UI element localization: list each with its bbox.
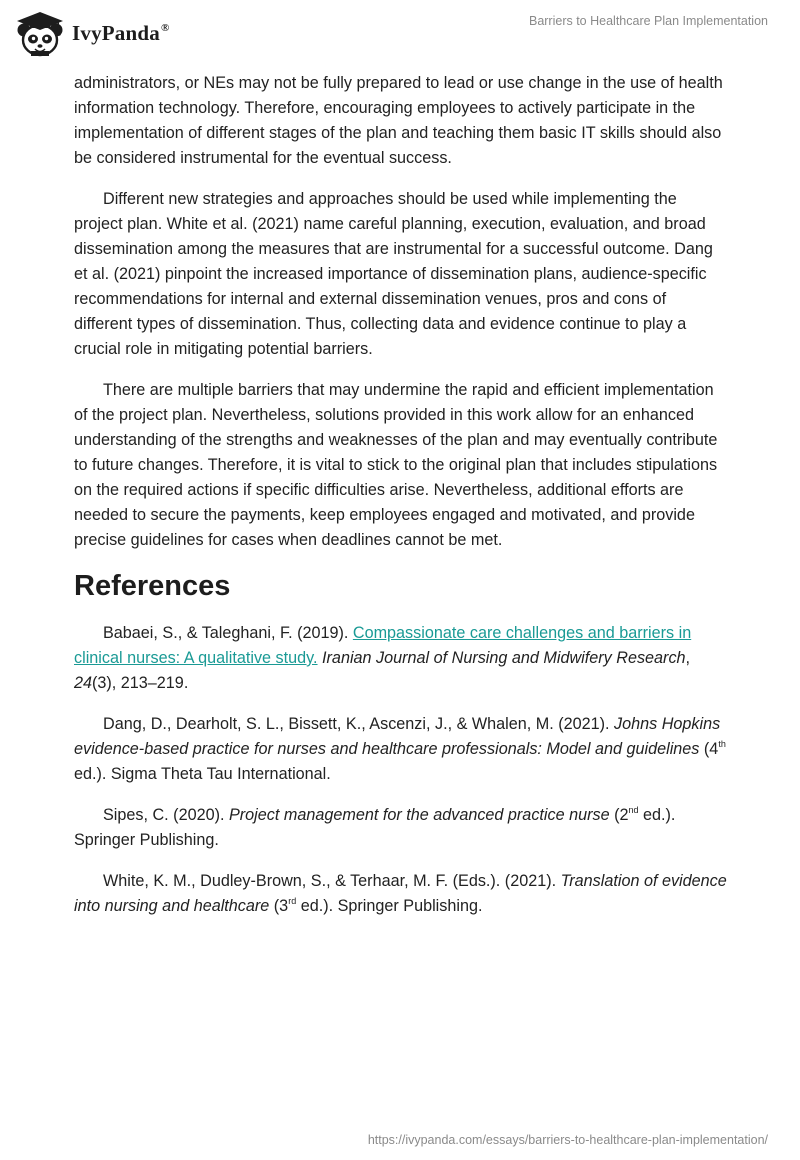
reference-babaei: Babaei, S., & Taleghani, F. (2019). Compassionate care challenges and barriers in clinical nurses: A qualitative study. Iranian Journal of Nursing and Midwifery Research, 24(3), 213–219. xyxy=(74,624,692,692)
paragraph-conclusion: There are multiple barriers that may undermine the rapid and efficient implementation of the project plan. Nevertheless, solutions provided in this work allow for an enhanced understanding of the strengths and weaknesses of the plan and may eventually contribute to future changes. Therefore, it is vital to stick to the original plan that includes stipulations on the required actions if specific difficulties arise. Nevertheless, additional efforts are needed to secure the payments, keep employees engaged and motivated, and provide precise guidelines for cases when deadlines cannot be met. xyxy=(74,381,718,549)
paragraph-continuation: administrators, or NEs may not be fully prepared to lead or use change in the use of health information technology. Therefore, encouraging employees to actively participate in the implementation of different stages of the plan and teaching them basic IT skills should also be considered instrumental for the eventual success. xyxy=(74,74,723,167)
brand-name: IvyPanda® xyxy=(72,20,170,45)
reference-white: White, K. M., Dudley-Brown, S., & Terhaar, M. F. (Eds.). (2021). Translation of evidence into nursing and healthcare (3rd ed.). Springer Publishing. xyxy=(74,872,727,915)
paragraph-strategies: Different new strategies and approaches should be used while implementing the project plan. White et al. (2021) name careful planning, execution, evaluation, and broad dissemination among the measures that are instrumental for a successful outcome. Dang et al. (2021) pinpoint the increased importance of dissemination plans, audience-specific recommendations for internal and external dissemination venues, pros and cons of different types of dissemination. Thus, collecting data and evidence continue to play a crucial role in mitigating potential barriers. xyxy=(74,190,713,358)
reference-babaei-link[interactable]: Compassionate care challenges and barriers in clinical nurses: A qualitative study. xyxy=(74,624,692,667)
footer-url: https://ivypanda.com/essays/barriers-to-healthcare-plan-implementation/ xyxy=(367,1133,768,1147)
document-title: Barriers to Healthcare Plan Implementation xyxy=(528,14,768,28)
reference-sipes: Sipes, C. (2020). Project management for the advanced practice nurse (2nd ed.). Springer Publishing. xyxy=(74,805,676,849)
page-header xyxy=(0,0,800,70)
ivypanda-logo[interactable] xyxy=(14,8,169,58)
panda-graduate-icon xyxy=(14,9,66,57)
reference-dang: Dang, D., Dearholt, S. L., Bissett, K., Ascenzi, J., & Whalen, M. (2021). Johns Hopkins evidence-based practice for nurses and healthcare professionals: Model and guidelines (4th ed.). Sigma Theta Tau International. xyxy=(74,715,726,783)
essay-content xyxy=(74,71,728,935)
references-heading: References xyxy=(74,570,231,602)
